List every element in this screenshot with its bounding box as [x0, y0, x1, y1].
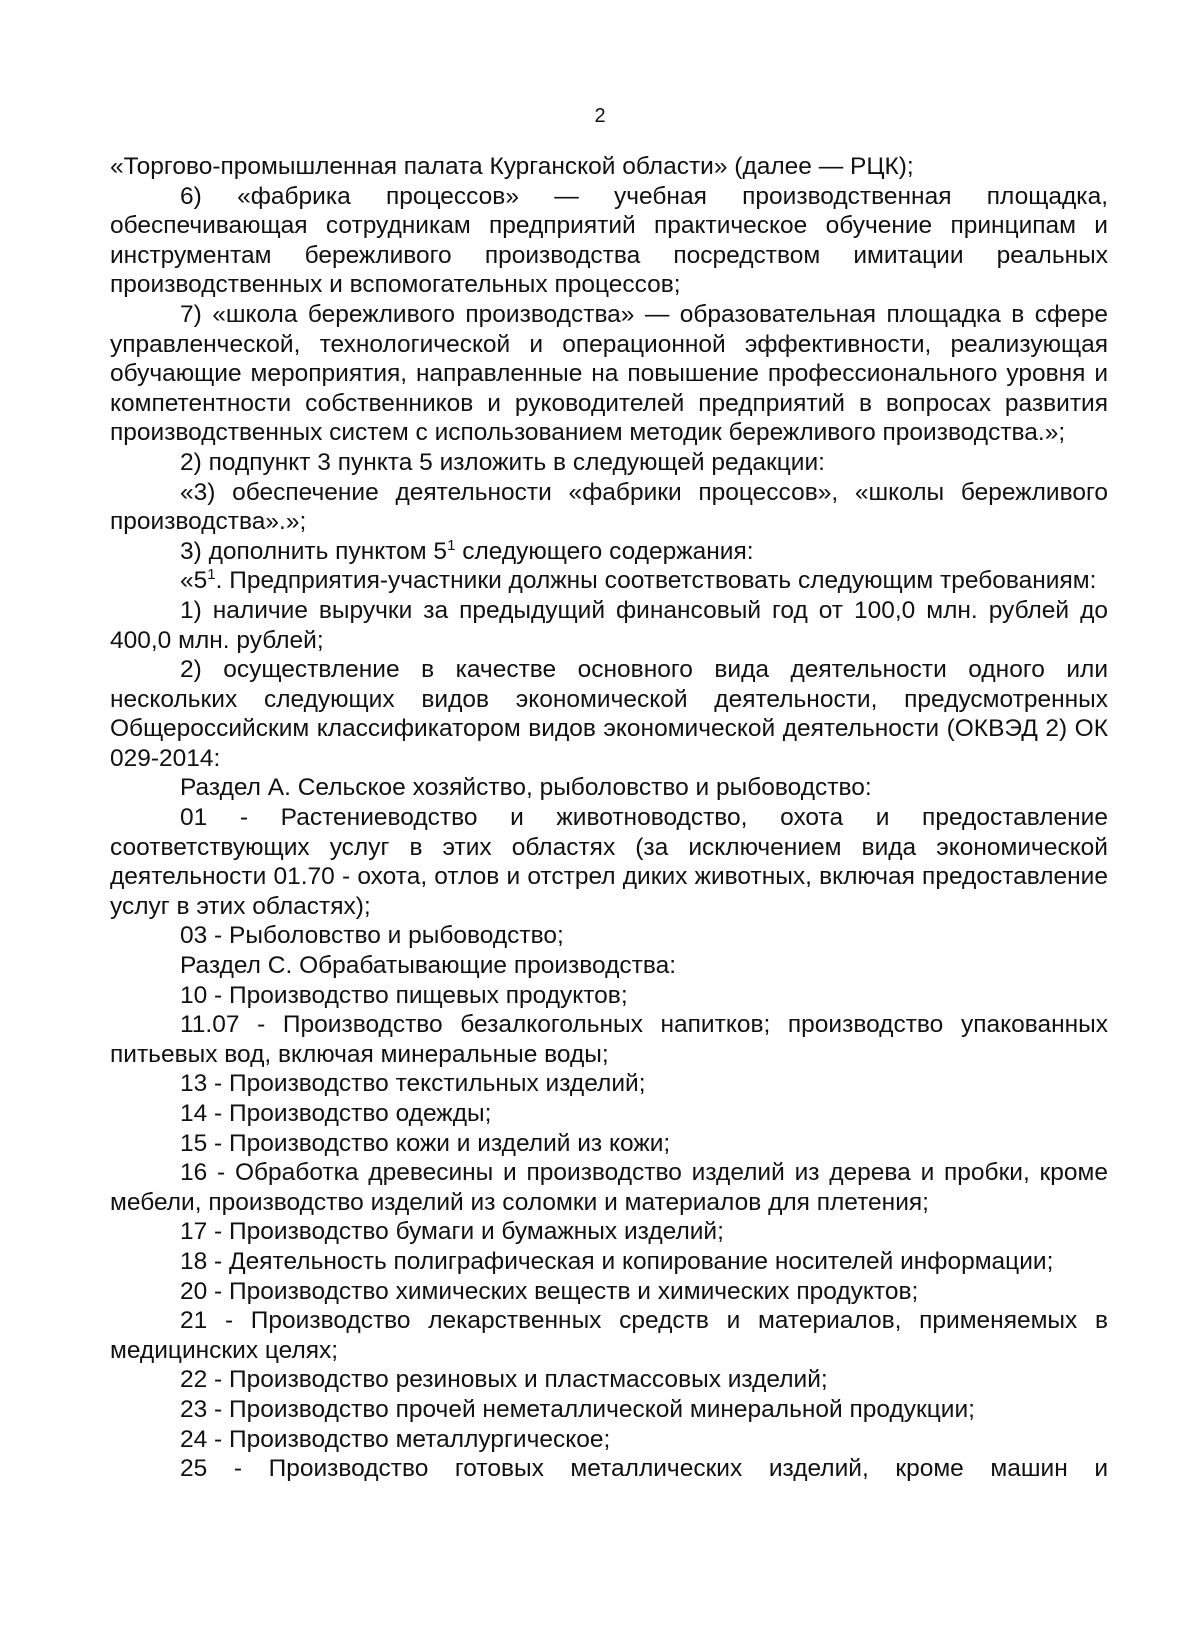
- paragraph-text: 17 - Производство бумаги и бумажных изделий;: [180, 1218, 724, 1246]
- paragraph-text: «3) обеспечение деятельности «фабрики процессов», «школы бережливого производства».»;: [110, 478, 1108, 536]
- paragraph-text: 6) «фабрика процессов» — учебная производственная площадка, обеспечивающая сотрудникам предприятий практическое обучение принципам и инструментам бережливого производства посредством имитации реальных производственных и вспомогательных процессов;: [110, 182, 1108, 299]
- paragraph: [110, 655, 1108, 773]
- paragraph-text: 1) наличие выручки за предыдущий финансовый год от 100,0 млн. рублей до 400,0 млн. рублей;: [110, 596, 1108, 654]
- paragraph: [110, 1129, 1108, 1159]
- paragraph: [110, 152, 1108, 182]
- paragraph-text: . Предприятия-участники должны соответствовать следующим требованиям:: [215, 567, 1097, 595]
- paragraph-text: 22 - Производство резиновых и пластмассовых изделий;: [180, 1366, 828, 1394]
- document-body: [110, 152, 1108, 1484]
- paragraph-text: «5: [180, 567, 208, 595]
- paragraph: [110, 1247, 1108, 1277]
- paragraph: [110, 803, 1108, 921]
- paragraph: [110, 1277, 1108, 1307]
- paragraph: [110, 773, 1108, 803]
- page-number: 2: [594, 105, 606, 127]
- paragraph: [110, 478, 1108, 537]
- superscript: 1: [207, 566, 216, 584]
- paragraph: [110, 1217, 1108, 1247]
- paragraph-text: 3) дополнить пунктом 5: [180, 537, 448, 565]
- paragraph-text: 21 - Производство лекарственных средств и материалов, применяемых в медицинских целях;: [110, 1307, 1108, 1364]
- paragraph: [110, 1069, 1108, 1099]
- paragraph-text: 01 - Растениеводство и животноводство, охота и предоставление соответствующих услуг в этих областях (за исключением вида экономической деятельности 01.70 - охота, отлов и отстрел диких животных, включая предоставление услуг в этих областях);: [110, 804, 1108, 920]
- paragraph-text: Раздел А. Сельское хозяйство, рыболовство и рыбоводство:: [180, 774, 872, 802]
- paragraph-text: 11.07 - Производство безалкогольных напитков; производство упакованных питьевых вод, включая минеральные воды;: [110, 1011, 1108, 1068]
- paragraph: [110, 448, 1108, 478]
- paragraph: [110, 1395, 1108, 1425]
- paragraph-text: 25 - Производство готовых металлических изделий, кроме машин и: [180, 1455, 1108, 1483]
- paragraph-text: 2) осуществление в качестве основного вида деятельности одного или нескольких следующих видов экономической деятельности, предусмотренных Общероссийским классификатором видов экономической деятельности (ОКВЭД 2) ОК 029-2014:: [110, 656, 1108, 772]
- paragraph: [110, 1454, 1108, 1484]
- paragraph-text: 03 - Рыболовство и рыбоводство;: [180, 922, 564, 950]
- paragraph-text: 23 - Производство прочей неметаллической минеральной продукции;: [180, 1395, 975, 1423]
- paragraph-text: 20 - Производство химических веществ и химических продуктов;: [180, 1277, 919, 1305]
- paragraph-text: 24 - Производство металлургическое;: [180, 1425, 611, 1453]
- paragraph-text: 10 - Производство пищевых продуктов;: [180, 981, 628, 1009]
- paragraph-text: 2) подпункт 3 пункта 5 изложить в следующей редакции:: [180, 448, 825, 476]
- paragraph: [110, 1010, 1108, 1069]
- paragraph-text: «Торгово-промышленная палата Курганской области» (далее — РЦК);: [110, 153, 914, 180]
- paragraph: [110, 537, 1108, 567]
- paragraph-text: 15 - Производство кожи и изделий из кожи;: [180, 1129, 671, 1157]
- paragraph: [110, 300, 1108, 448]
- superscript: 1: [447, 536, 456, 554]
- paragraph: [110, 1425, 1108, 1455]
- paragraph: [110, 951, 1108, 981]
- paragraph: [110, 596, 1108, 655]
- paragraph: [110, 1099, 1108, 1129]
- paragraph-text: 14 - Производство одежды;: [180, 1100, 492, 1127]
- paragraph: [110, 981, 1108, 1011]
- paragraph: [110, 182, 1108, 300]
- paragraph-text: Раздел С. Обрабатывающие производства:: [180, 952, 677, 980]
- paragraph: [110, 1365, 1108, 1395]
- paragraph: [110, 1306, 1108, 1365]
- paragraph-text: 7) «школа бережливого производства» — образовательная площадка в сфере управленческой, технологической и операционной эффективности, реализующая обучающие мероприятия, направленные на повышение профессионального уровня и компетентности собственников и руководителей предприятий в вопросах развития производственных систем с использованием методик бережливого производства.»;: [110, 300, 1108, 447]
- paragraph: [110, 1158, 1108, 1217]
- paragraph-text: 16 - Обработка древесины и производство изделий из дерева и пробки, кроме мебели, производство изделий из соломки и материалов для плетения;: [110, 1159, 1108, 1216]
- paragraph-text: следующего содержания:: [455, 537, 754, 565]
- paragraph: [110, 566, 1108, 596]
- paragraph-text: 13 - Производство текстильных изделий;: [180, 1070, 646, 1098]
- paragraph-text: 18 - Деятельность полиграфическая и копирование носителей информации;: [180, 1247, 1054, 1275]
- paragraph: [110, 921, 1108, 951]
